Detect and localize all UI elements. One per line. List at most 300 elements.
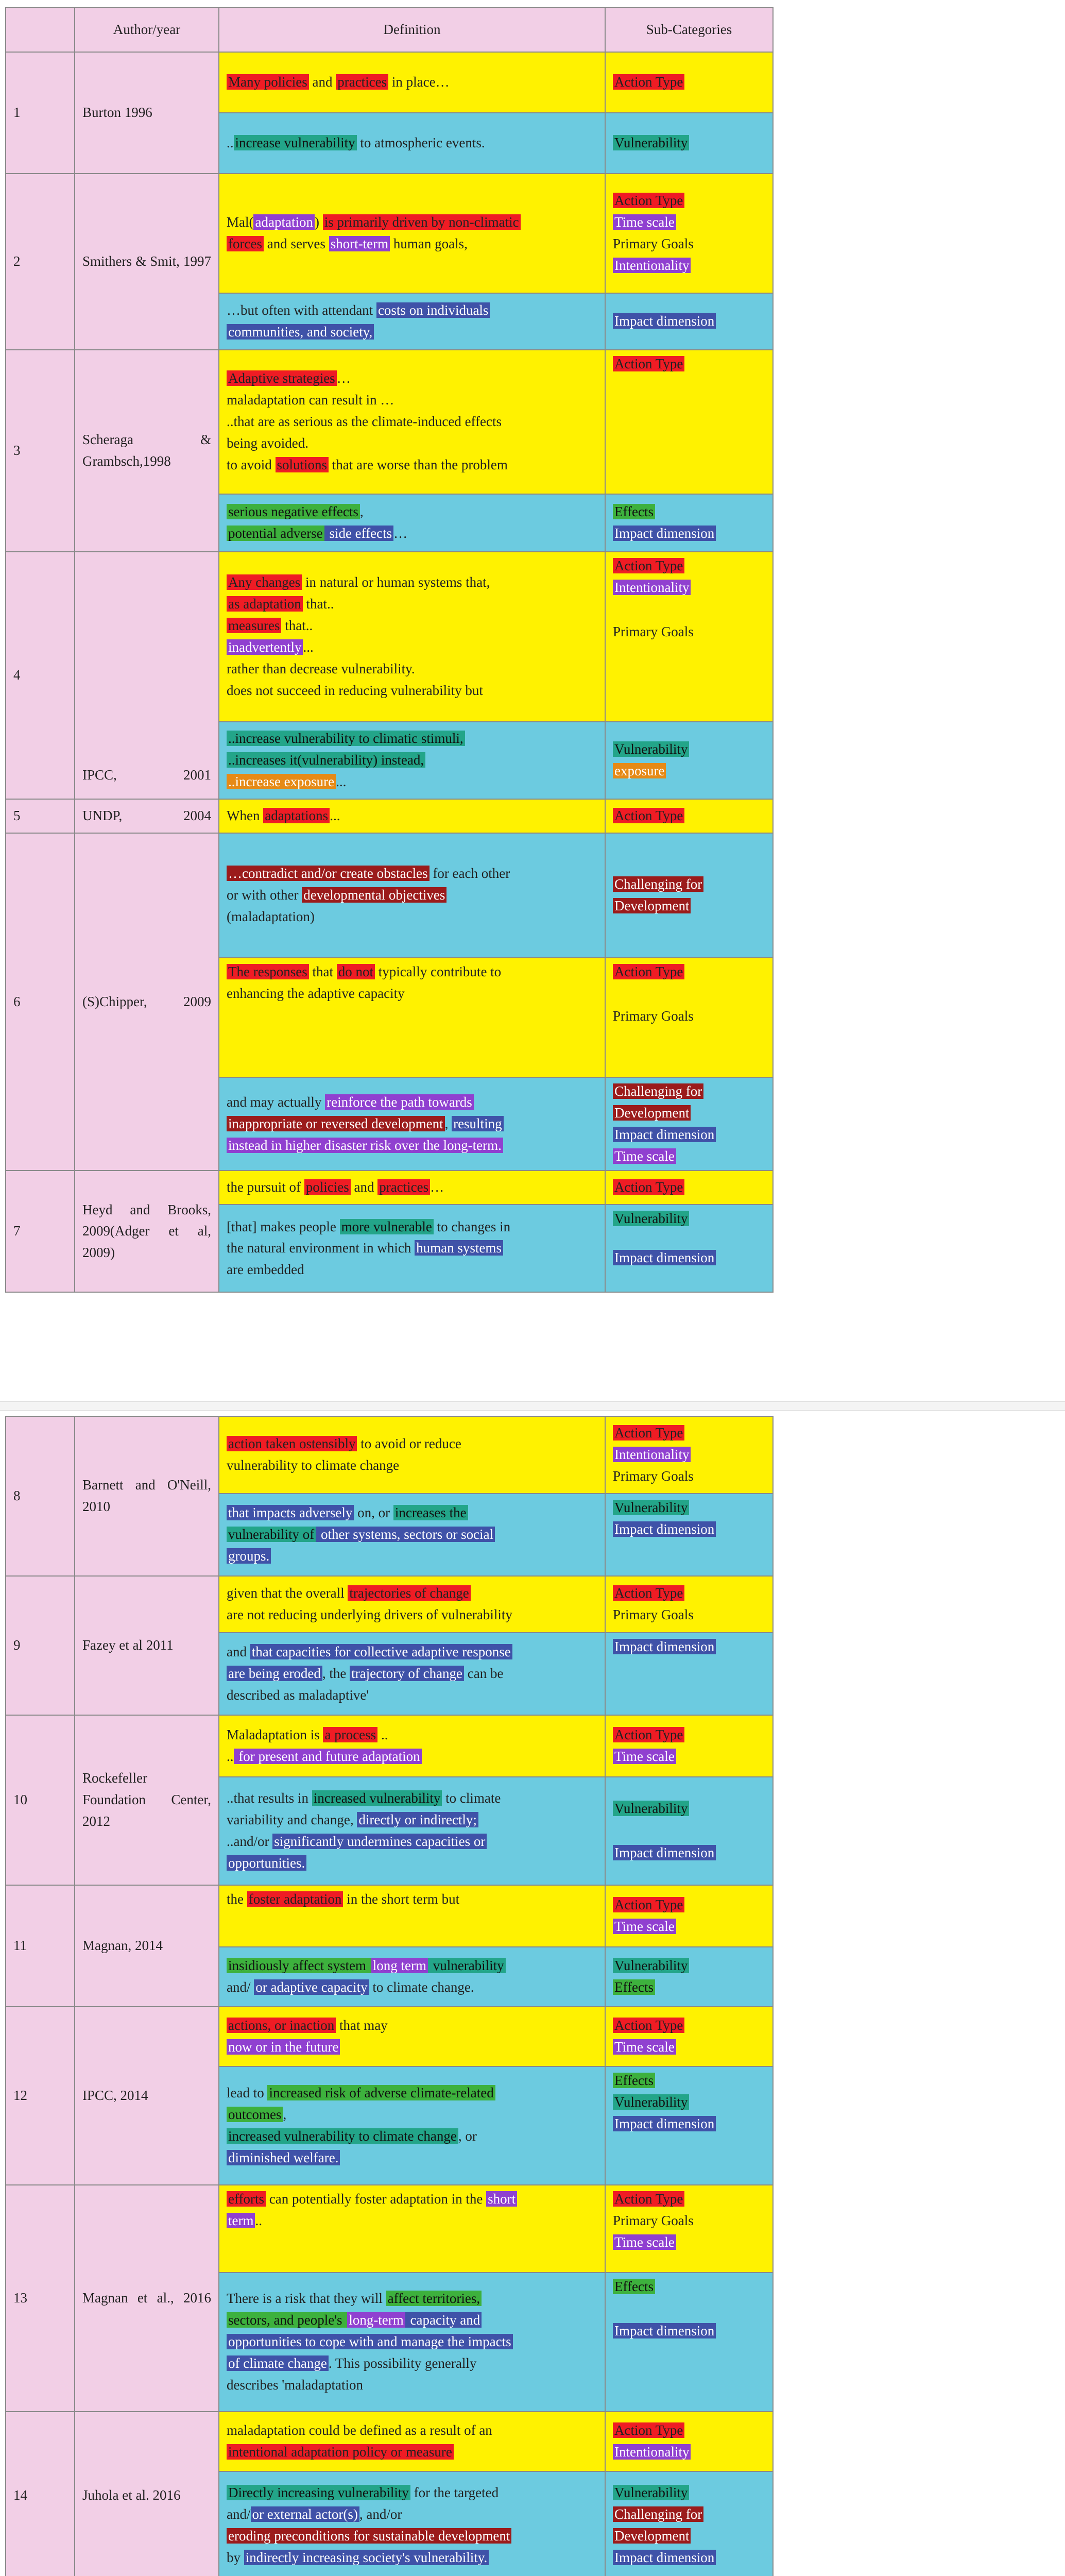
entry-author: IPCC, 2001	[75, 552, 219, 799]
subcategory-time-scale: Time scale	[613, 214, 676, 230]
subcategory-cell	[605, 2066, 773, 2185]
phrase: that	[308, 964, 337, 979]
phrase: policies	[304, 1179, 351, 1195]
phrase: rather than decrease vulnerability.	[227, 660, 415, 676]
subcategory-action-type: Action Type	[613, 2191, 684, 2207]
phrase: to climate	[442, 1790, 501, 1806]
definition-cell	[219, 1777, 605, 1885]
phrase: When	[227, 808, 264, 824]
phrase: reinforce the path towards	[325, 1094, 474, 1110]
entry-number: 12	[6, 2007, 75, 2185]
phrase: increased vulnerability to climate change	[227, 2128, 458, 2144]
definition-cell	[219, 174, 605, 293]
subcategory-time-scale: Time scale	[613, 2234, 676, 2250]
phrase: ...	[330, 808, 340, 824]
subcategory-cell	[605, 1576, 773, 1633]
definition-cell	[219, 350, 605, 494]
subcategory-impact-dimension: Impact dimension	[613, 2116, 716, 2131]
phrase: human systems	[415, 1240, 503, 1256]
phrase: vulnerability to climate change	[227, 1458, 400, 1473]
phrase: do not	[337, 964, 375, 979]
entry-row	[6, 2007, 773, 2066]
subcategory-impact-dimension: Impact dimension	[613, 313, 716, 329]
phrase: There is a risk that they will	[227, 2291, 386, 2307]
subcategory-time-scale: Time scale	[613, 2039, 676, 2055]
subcategory-vulnerability: Vulnerability	[613, 1958, 689, 1973]
subcategory-action-type: Action Type	[613, 1727, 684, 1742]
definitions-table-1	[5, 7, 774, 1293]
subcategory-effects: Effects	[613, 2073, 655, 2088]
phrase: variability and change,	[227, 1812, 357, 1828]
phrase: instead in higher disaster risk over the long-term.	[227, 1138, 503, 1153]
phrase: maladaptation can result in …	[227, 392, 394, 408]
phrase: describes 'maladaptation	[227, 2377, 364, 2393]
subcategory-cell	[605, 1633, 773, 1715]
phrase: increased risk of adverse climate-related	[267, 2085, 495, 2100]
phrase: ..	[377, 1727, 388, 1743]
phrase: a process	[323, 1727, 377, 1742]
subcategory-action-type: Action Type	[613, 1425, 684, 1440]
subcategory-vulnerability: Vulnerability	[613, 1211, 689, 1226]
phrase: does not succeed in reducing vulnerability but	[227, 682, 483, 698]
subcategory-primary-goals: Primary Goals	[613, 2212, 694, 2228]
subcategory-effects: Effects	[613, 504, 655, 519]
definition-cell	[219, 1077, 605, 1171]
phrase: practices	[377, 1179, 430, 1195]
subcategory-time-scale: Time scale	[613, 1148, 676, 1164]
phrase: …but often with attendant	[227, 302, 376, 318]
header-row	[6, 8, 773, 52]
subcategory-cell	[605, 293, 773, 350]
entry-row	[6, 799, 773, 833]
phrase: …	[430, 1179, 444, 1195]
subcategory-cell	[605, 350, 773, 494]
phrase: to atmospheric events.	[356, 135, 485, 151]
entry-author: Smithers & Smit, 1997	[75, 174, 219, 350]
subcategory-cell	[605, 833, 773, 958]
subcategory-cell	[605, 494, 773, 552]
phrase: to changes in	[433, 1218, 511, 1234]
subcategory-effects: Effects	[613, 1979, 655, 1995]
phrase: are not reducing underlying drivers of vulnerability	[227, 1607, 512, 1622]
definition-cell	[219, 1171, 605, 1205]
phrase: in the short term but	[343, 1891, 460, 1907]
subcategory-time-scale: Time scale	[613, 1919, 676, 1934]
phrase: actions, or inaction	[227, 2018, 336, 2033]
entry-author: Barnett and O'Neill, 2010	[75, 1416, 219, 1576]
phrase: eroding preconditions for sustainable development	[227, 2528, 511, 2544]
definition-cell	[219, 52, 605, 113]
subcategory-cell	[605, 2471, 773, 2576]
entry-row	[6, 1576, 773, 1633]
phrase: to avoid or reduce	[357, 1436, 461, 1452]
definition-cell	[219, 1576, 605, 1633]
entry-number: 10	[6, 1715, 75, 1885]
phrase: given that the overall	[227, 1585, 348, 1601]
entry-number: 3	[6, 350, 75, 552]
entry-number: 9	[6, 1576, 75, 1715]
entry-row	[6, 1171, 773, 1205]
phrase: typically contribute to	[374, 964, 502, 979]
entry-row	[6, 174, 773, 293]
phrase: ,	[359, 504, 364, 520]
subcategory-cell	[605, 1947, 773, 2007]
definition-cell	[219, 552, 605, 722]
phrase: long term	[371, 1958, 428, 1973]
entry-row	[6, 1715, 773, 1777]
definitions-table-2	[5, 1416, 774, 2576]
phrase: being avoided.	[227, 435, 308, 451]
phrase: developmental objectives	[302, 887, 446, 903]
entry-row	[6, 2412, 773, 2471]
subcategory-cell	[605, 958, 773, 1077]
subcategory-challenging: Challenging for	[613, 876, 703, 892]
phrase: trajectory of change	[350, 1666, 464, 1681]
phrase: and	[227, 1644, 250, 1660]
subcategory-intentionality: Intentionality	[613, 580, 691, 595]
phrase: directly or indirectly;	[357, 1812, 478, 1827]
phrase: efforts	[227, 2191, 266, 2207]
definition-cell	[219, 113, 605, 174]
subcategory-action-type: Action Type	[613, 2018, 684, 2033]
phrase: is primarily driven by non-climatic	[323, 214, 521, 230]
definition-cell	[219, 1205, 605, 1292]
subcategory-action-type: Action Type	[613, 808, 684, 823]
phrase: ,	[444, 1115, 452, 1131]
phrase: . This possibility generally	[328, 2355, 477, 2371]
subcategory-primary-goals: Primary Goals	[613, 1607, 694, 1622]
entry-row	[6, 350, 773, 494]
phrase: resulting	[452, 1116, 504, 1131]
subcategory-cell	[605, 2007, 773, 2066]
phrase: and/	[227, 2506, 251, 2522]
phrase: action taken ostensibly	[227, 1436, 357, 1451]
entry-row	[6, 2185, 773, 2273]
subcategory-challenging: Challenging for	[613, 1083, 703, 1099]
phrase: other systems, sectors or social	[316, 1527, 495, 1542]
entry-author: Magnan et al., 2016	[75, 2185, 219, 2412]
entry-author: Magnan, 2014	[75, 1885, 219, 2007]
definition-cell	[219, 833, 605, 958]
phrase: ..increase vulnerability to climatic stimuli,	[227, 731, 465, 746]
phrase: …	[393, 526, 408, 541]
subcategory-challenging: Challenging for	[613, 2506, 703, 2522]
phrase: ..increases it(vulnerability) instead,	[227, 752, 425, 768]
phrase: are being eroded	[227, 1666, 322, 1681]
entry-row	[6, 552, 773, 722]
phrase: affect territories,	[386, 2291, 482, 2306]
subcategory-cell	[605, 2185, 773, 2273]
phrase: on, or	[354, 1505, 393, 1521]
phrase: by	[227, 2549, 244, 2565]
subcategory-impact-dimension: Impact dimension	[613, 1845, 716, 1860]
phrase: …contradict and/or create obstacles	[227, 866, 430, 881]
entry-number: 13	[6, 2185, 75, 2412]
phrase: ...	[336, 773, 347, 789]
phrase: adaptations	[263, 808, 330, 823]
phrase: or with other	[227, 887, 302, 903]
entry-author: Fazey et al 2011	[75, 1576, 219, 1715]
subcategory-cell	[605, 1885, 773, 1947]
phrase: enhancing the adaptive capacity	[227, 985, 405, 1001]
phrase: (maladaptation)	[227, 908, 315, 924]
definition-cell	[219, 494, 605, 552]
phrase: that..	[302, 596, 334, 612]
subcategory-action-type: Action Type	[613, 193, 684, 208]
phrase: ,	[283, 2107, 287, 2123]
phrase: capacity and	[405, 2312, 482, 2328]
subcategory-cell	[605, 799, 773, 833]
phrase: and	[350, 1179, 378, 1195]
phrase: Directly increasing vulnerability	[227, 2485, 410, 2500]
subcategory-primary-goals: Primary Goals	[613, 236, 694, 251]
phrase: opportunities.	[227, 1855, 306, 1871]
phrase: measures	[227, 618, 281, 633]
definition-cell	[219, 1416, 605, 1494]
subcategory-cell	[605, 52, 773, 113]
subcategory-primary-goals: Primary Goals	[613, 1008, 694, 1024]
phrase: side effects	[324, 526, 393, 541]
phrase: and may actually	[227, 1094, 325, 1110]
phrase: or external actor(s)	[251, 2506, 359, 2522]
definition-cell	[219, 2273, 605, 2412]
subcategory-action-type: Action Type	[613, 1897, 684, 1912]
entry-number: 7	[6, 1171, 75, 1292]
phrase: groups.	[227, 1548, 271, 1564]
phrase: increased vulnerability	[312, 1790, 442, 1806]
phrase: ..that are as serious as the climate-induced effects	[227, 414, 502, 430]
subcategory-cell	[605, 1416, 773, 1494]
header-subcategories: Sub-Categories	[605, 8, 773, 52]
phrase: as adaptation	[227, 596, 303, 612]
subcategory-action-type: Action Type	[613, 74, 684, 90]
phrase: increase vulnerability	[234, 135, 357, 150]
subcategory-development: Development	[613, 898, 691, 913]
entry-author: Burton 1996	[75, 52, 219, 174]
subcategory-intentionality: Intentionality	[613, 2444, 691, 2460]
entry-row	[6, 1416, 773, 1494]
subcategory-vulnerability: Vulnerability	[613, 2485, 689, 2500]
subcategory-vulnerability: Vulnerability	[613, 741, 689, 757]
phrase: diminished welfare.	[227, 2150, 340, 2165]
definition-cell	[219, 1715, 605, 1777]
entry-number: 8	[6, 1416, 75, 1576]
entry-author: IPCC, 2014	[75, 2007, 219, 2185]
phrase: , and/or	[359, 2506, 402, 2522]
entry-row	[6, 52, 773, 113]
subcategory-cell	[605, 722, 773, 799]
phrase: vulnerability	[428, 1958, 506, 1973]
phrase: ..	[255, 2212, 262, 2228]
phrase: short-term	[329, 236, 390, 251]
subcategory-impact-dimension: Impact dimension	[613, 2323, 716, 2338]
definition-cell	[219, 1633, 605, 1715]
phrase: increases the	[393, 1505, 468, 1520]
phrase: more vulnerable	[340, 1219, 434, 1234]
phrase: term	[227, 2213, 255, 2228]
phrase: now or in the future	[227, 2039, 340, 2055]
subcategory-impact-dimension: Impact dimension	[613, 526, 716, 541]
subcategory-effects: Effects	[613, 2279, 655, 2294]
phrase: or adaptive capacity	[254, 1979, 369, 1995]
phrase: , or	[458, 2128, 477, 2144]
phrase: [that] makes people	[227, 1218, 340, 1234]
entry-number: 1	[6, 52, 75, 174]
definition-cell	[219, 1494, 605, 1576]
phrase: to climate change.	[369, 1979, 474, 1995]
entry-number: 5	[6, 799, 75, 833]
subcategory-development: Development	[613, 1105, 691, 1121]
phrase: in place…	[388, 74, 450, 90]
phrase: foster adaptation	[247, 1891, 343, 1907]
definition-cell	[219, 799, 605, 833]
phrase: solutions	[276, 457, 329, 472]
subcategory-action-type: Action Type	[613, 964, 684, 979]
subcategory-cell	[605, 1077, 773, 1171]
phrase: for present and future adaptation	[234, 1749, 422, 1764]
header-author: Author/year	[75, 8, 219, 52]
subcategory-vulnerability: Vulnerability	[613, 1801, 689, 1816]
phrase: …	[336, 370, 351, 386]
phrase: the pursuit of	[227, 1179, 304, 1195]
definition-cell	[219, 2007, 605, 2066]
subcategory-action-type: Action Type	[613, 1179, 684, 1195]
phrase: ..	[227, 1749, 234, 1764]
subcategory-cell	[605, 113, 773, 174]
entry-number: 2	[6, 174, 75, 350]
phrase: can be	[464, 1666, 504, 1682]
entry-author: UNDP, 2004	[75, 799, 219, 833]
phrase: Maladaptation is	[227, 1727, 323, 1743]
phrase: , the	[322, 1666, 350, 1682]
phrase: of climate change	[227, 2355, 329, 2371]
subcategory-time-scale: Time scale	[613, 1749, 676, 1764]
phrase: Adaptive strategies	[227, 370, 337, 386]
phrase: long-term	[347, 2312, 405, 2328]
entry-number: 6	[6, 833, 75, 1171]
subcategory-vulnerability: Vulnerability	[613, 2094, 689, 2110]
phrase: that capacities for collective adaptive response	[250, 1644, 512, 1659]
subcategory-exposure: exposure	[613, 763, 666, 778]
definition-cell	[219, 2471, 605, 2576]
definition-cell	[219, 293, 605, 350]
phrase: significantly undermines capacities or	[272, 1834, 487, 1849]
subcategory-development: Development	[613, 2528, 691, 2544]
definition-cell	[219, 2412, 605, 2471]
subcategory-cell	[605, 2273, 773, 2412]
subcategory-impact-dimension: Impact dimension	[613, 2550, 716, 2565]
subcategory-cell	[605, 1205, 773, 1292]
entry-number: 14	[6, 2412, 75, 2576]
definition-cell	[219, 722, 605, 799]
subcategory-action-type: Action Type	[613, 558, 684, 573]
subcategory-cell	[605, 1715, 773, 1777]
phrase: sectors, and people's	[227, 2312, 347, 2328]
phrase: forces	[227, 236, 264, 251]
phrase: short	[486, 2191, 517, 2207]
phrase: communities, and society,	[227, 324, 374, 340]
entry-row	[6, 833, 773, 958]
subcategory-impact-dimension: Impact dimension	[613, 1521, 716, 1537]
phrase: ..increase exposure	[227, 774, 336, 789]
phrase: human goals,	[390, 236, 468, 251]
phrase: that are worse than the problem	[329, 456, 508, 472]
definition-cell	[219, 2066, 605, 2185]
phrase: the natural environment in which	[227, 1240, 415, 1256]
entry-author: (S)Chipper, 2009	[75, 833, 219, 1171]
subcategory-impact-dimension: Impact dimension	[613, 1127, 716, 1142]
phrase: outcomes	[227, 2107, 283, 2122]
entry-author: Scheraga & Grambsch,1998	[75, 350, 219, 552]
phrase: can potentially foster adaptation in the	[265, 2191, 487, 2207]
phrase: described as maladaptive'	[227, 1687, 369, 1703]
page-2	[0, 1411, 1065, 2576]
phrase: ..	[227, 135, 234, 151]
phrase: that impacts adversely	[227, 1505, 354, 1520]
phrase: potential adverse	[227, 526, 324, 541]
phrase: adaptation	[253, 214, 314, 230]
phrase: Many policies	[227, 74, 309, 90]
subcategory-vulnerability: Vulnerability	[613, 135, 689, 150]
subcategory-action-type: Action Type	[613, 356, 684, 371]
phrase: trajectories of change	[348, 1585, 470, 1601]
phrase: practices	[336, 74, 388, 90]
subcategory-cell	[605, 1777, 773, 1885]
phrase: Any changes	[227, 574, 302, 590]
definition-cell	[219, 1885, 605, 1947]
phrase: inadvertently	[227, 639, 303, 655]
definition-cell	[219, 1947, 605, 2007]
definition-cell	[219, 2185, 605, 2273]
phrase: intentional adaptation policy or measure	[227, 2444, 454, 2460]
phrase: that..	[281, 618, 313, 634]
subcategory-cell	[605, 552, 773, 722]
phrase: opportunities to cope with and manage the impacts	[227, 2334, 513, 2349]
header-definition: Definition	[219, 8, 605, 52]
subcategory-intentionality: Intentionality	[613, 258, 691, 273]
subcategory-primary-goals: Primary Goals	[613, 623, 694, 639]
entry-row	[6, 1885, 773, 1947]
phrase: indirectly increasing society's vulnerability.	[244, 2550, 489, 2565]
subcategory-cell	[605, 1171, 773, 1205]
phrase: ...	[303, 639, 314, 655]
phrase: ..that results in	[227, 1790, 312, 1806]
phrase: serious negative effects	[227, 504, 360, 519]
phrase: The responses	[227, 964, 309, 979]
phrase: for the targeted	[410, 2485, 499, 2501]
entry-author: Heyd and Brooks, 2009(Adger et al, 2009)	[75, 1171, 219, 1292]
phrase: vulnerability of	[227, 1527, 316, 1542]
entry-number: 11	[6, 1885, 75, 2007]
entry-author: Juhola et al. 2016	[75, 2412, 219, 2576]
phrase: the	[227, 1891, 247, 1907]
phrase: and serves	[263, 236, 329, 251]
phrase: insidiously affect system	[227, 1958, 371, 1973]
phrase: are embedded	[227, 1262, 304, 1278]
phrase: maladaptation could be defined as a result of an	[227, 2422, 492, 2438]
subcategory-action-type: Action Type	[613, 2422, 684, 2438]
entry-number: 4	[6, 552, 75, 799]
subcategory-impact-dimension: Impact dimension	[613, 1639, 716, 1654]
phrase: ..and/or	[227, 1834, 273, 1849]
phrase: and/	[227, 1979, 254, 1995]
phrase: Mal(	[227, 214, 254, 230]
phrase: inappropriate or reversed development	[227, 1116, 445, 1131]
subcategory-cell	[605, 174, 773, 293]
subcategory-action-type: Action Type	[613, 1585, 684, 1601]
entry-author: Rockefeller Foundation Center, 2012	[75, 1715, 219, 1885]
phrase: and	[308, 74, 336, 90]
